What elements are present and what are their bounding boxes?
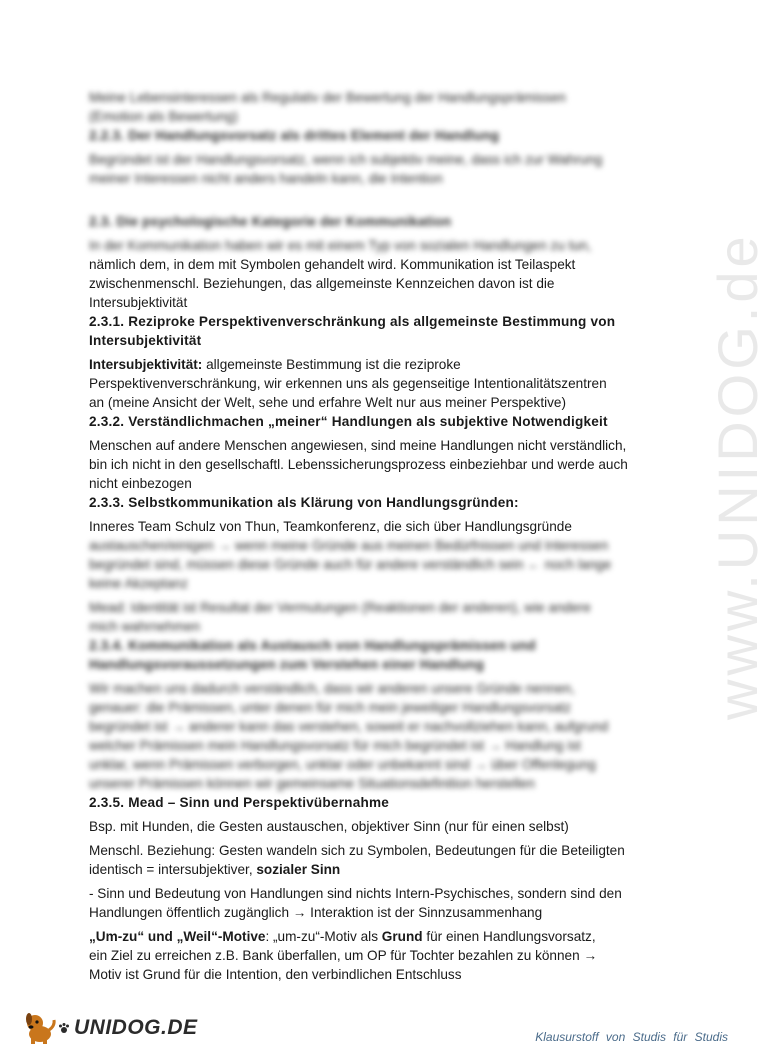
blurred-text: begründet ist → anderer kann das verstehen, soweit er nachvollziehen kann, aufgrund <box>89 719 609 734</box>
term: Intersubjektivität: <box>89 357 203 372</box>
blurred-text: Wir machen uns dadurch verständlich, dass wir anderen unsere Gründe nennen, <box>89 681 575 696</box>
blurred-text: meiner Interessen nicht anders handeln kann, die Intention <box>89 171 443 186</box>
section-heading-2-3-5: 2.3.5. Mead – Sinn und Perspektivübernahme <box>89 795 390 810</box>
paragraph-line: Menschen auf andere Menschen angewiesen, sind meine Handlungen nicht verständlich, <box>89 438 627 453</box>
paragraph-line: - Sinn und Bedeutung von Handlungen sind nichts Intern-Psychisches, sondern sind den <box>89 886 622 901</box>
footer-tagline: Klausurstoff von Studis für Studis <box>535 1030 728 1044</box>
paragraph-line: ein Ziel zu erreichen z.B. Bank überfallen, um OP für Tochter bezahlen zu können → <box>89 948 598 963</box>
blurred-text: begründet sind, müssen diese Gründe auch für andere verständlich sein ← noch lange <box>89 557 612 572</box>
blurred-text: Begründet ist der Handlungsvorsatz, wenn ich subjektiv meine, dass ich zur Wahrung <box>89 152 603 167</box>
paragraph-line: zwischenmenschl. Beziehungen, das allgemeinste Kennzeichen davon ist die <box>89 276 555 291</box>
paragraph-line: an (meine Ansicht der Welt, sehe und erfahre Welt nur aus meiner Perspektive) <box>89 395 567 410</box>
blurred-heading: 2.2.3. Der Handlungsvorsatz als drittes Element der Handlung <box>89 128 500 143</box>
paragraph-line: identisch = intersubjektiver, sozialer Sinn <box>89 862 341 877</box>
section-heading-2-3-1-cont: Intersubjektivität <box>89 333 202 348</box>
paragraph-line: Motiv ist Grund für die Intention, den verbindlichen Entschluss <box>89 967 462 982</box>
paragraph-line: Inneres Team Schulz von Thun, Teamkonferenz, die sich über Handlungsgründe <box>89 519 572 534</box>
paragraph-line: Intersubjektivität <box>89 295 188 310</box>
paragraph-line: „Um-zu“ und „Weil“-Motive: „um-zu“-Motiv als Grund für einen Handlungsvorsatz, <box>89 929 596 944</box>
blurred-text: Mead: Identität ist Resultat der Vermutungen (Reaktionen der anderen), wie andere <box>89 600 591 615</box>
dog-icon <box>22 1010 58 1046</box>
paragraph-line: Intersubjektivität: allgemeinste Bestimmung ist die reziproke <box>89 357 461 372</box>
document-body <box>89 88 689 984</box>
blurred-text: unserer Prämissen können wir gemeinsame Situationsdefinition herstellen <box>89 776 535 791</box>
paragraph-line: bin ich nicht in den gesellschaftl. Lebenssicherungsprozess einbeziehbar und werde auch <box>89 457 628 472</box>
blurred-text: (Emotion als Bewertung) <box>89 109 238 124</box>
blurred-text: mich wahrnehmen <box>89 619 201 634</box>
blurred-text: welcher Prämissen mein Handlungsvorsatz für mich begründet ist → Handlung ist <box>89 738 581 753</box>
section-heading-2-3-1: 2.3.1. Reziproke Perspektivenverschränkung als allgemeinste Bestimmung von <box>89 314 616 329</box>
blurred-heading: Handlungsvoraussetzungen zum Verstehen einer Handlung <box>89 657 485 672</box>
paragraph-line: nicht einbezogen <box>89 476 192 491</box>
unidog-logo <box>22 1008 198 1048</box>
paragraph-line: nämlich dem, in dem mit Symbolen gehandelt wird. Kommunikation ist Teilaspekt <box>89 257 576 272</box>
paragraph-line: Menschl. Beziehung: Gesten wandeln sich zu Symbolen, Bedeutungen für die Beteiligten <box>89 843 625 858</box>
blurred-text: unklar, wenn Prämissen verborgen, unklar oder unbekannt sind → über Offenlegung <box>89 757 596 772</box>
paragraph-line: Bsp. mit Hunden, die Gesten austauschen, objektiver Sinn (nur für einen selbst) <box>89 819 569 834</box>
blurred-text: austauschen/einigen → wenn meine Gründe aus meinen Bedürfnissen und Interessen <box>89 538 609 553</box>
blurred-text: Meine Lebensinteressen als Regulativ der Bewertung der Handlungsprämissen <box>89 90 566 105</box>
paragraph-line: Handlungen öffentlich zugänglich → Interaktion ist der Sinnzusammenhang <box>89 905 543 920</box>
blurred-text: keine Akzeptanz <box>89 576 188 591</box>
paragraph-line: Perspektivenverschränkung, wir erkennen uns als gegenseitige Intentionalitätszentren <box>89 376 607 391</box>
paw-icon <box>58 1022 70 1034</box>
blurred-heading: 2.3. Die psychologische Kategorie der Kommunikation <box>89 214 452 229</box>
section-heading-2-3-2: 2.3.2. Verständlichmachen „meiner“ Handlungen als subjektive Notwendigkeit <box>89 414 608 429</box>
watermark: www.UNIDOG.de <box>706 232 769 720</box>
blurred-text: genauer: die Prämissen, unter denen für mich mein jeweiliger Handlungsvorsatz <box>89 700 572 715</box>
blurred-heading: 2.3.4. Kommunikation als Austausch von Handlungsprämissen und <box>89 638 536 653</box>
logo-text: UNIDOG.DE <box>74 1016 198 1039</box>
section-heading-2-3-3: 2.3.3. Selbstkommunikation als Klärung von Handlungsgründen: <box>89 495 519 510</box>
blurred-text: In der Kommunikation haben wir es mit einem Typ von sozialen Handlungen zu tun, <box>89 238 592 253</box>
